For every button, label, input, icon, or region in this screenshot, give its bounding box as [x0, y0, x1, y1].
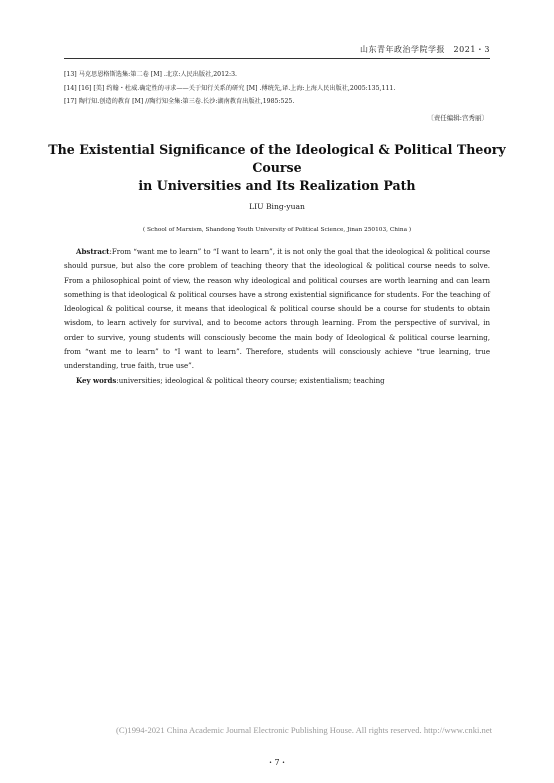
reference-item: [17] 陶行知.创造的教育 [M] //陶行知全集:第三卷.长沙:湖南教育出版社,1985:525. [64, 98, 295, 105]
keywords-paragraph [64, 374, 490, 388]
paper-title [40, 141, 514, 195]
page-number: ・7・ [266, 758, 288, 767]
header-divider [64, 58, 490, 59]
reference-list [64, 68, 494, 109]
title-line-2: in Universities and Its Realization Path [138, 178, 416, 193]
copyright-footer: (C)1994-2021 China Academic Journal Electronic Publishing House. All rights reserved. http://www.cnki.net [115, 725, 493, 735]
abstract-paragraph [64, 245, 490, 374]
reference-item: [14] [16] [美] 约翰・杜威.确定性的寻求——关于知行关系的研究 [M] .傅统先,译.上海:上海人民出版社,2005:135,111. [64, 84, 396, 92]
title-line-1: The Existential Significance of the Ideological & Political Theory Course [48, 142, 506, 175]
journal-header: 山东青年政治学院学报 2021・3 [360, 45, 490, 54]
keywords-text: :universities; ideological & political theory course; existentialism; teaching [116, 375, 385, 385]
editor-note: 〔责任编辑:宫秀丽〕 [427, 114, 488, 122]
author-name: LIU Bing-yuan [249, 202, 305, 211]
abstract-text: :From “want me to learn” to “I want to learn”, it is not only the goal that the ideological & political course should pursue, but also the core problem of teaching theory that the ideological & political course needs to solve. From a philosophical point of view, the reason why ideological and political courses are worth learning and can learn something is that ideological & political courses have a strong existential significance for students. For the teaching of Ideological & political course, it means that ideological & political course should be a course for students to obtain wisdom, to learn actively for survival, and to become actors through learning. From the perspective of survival, in order to survive, young students will consciously become the main body of Ideological & political course learning, from “want me to learn” to “I want to learn”. Therefore, students will consciously achieve “true learning, true understanding, true faith, true use”. [64, 247, 490, 371]
abstract-block [64, 245, 490, 388]
reference-item: [13] 马克思恩格斯选集:第二卷 [M] .北京:人民出版社,2012:3. [64, 71, 237, 78]
author-affiliation: ( School of Marxism, Shandong Youth University of Political Science, Jinan 250103, China ) [142, 227, 412, 233]
abstract-label: Abstract [76, 247, 110, 256]
keywords-label: Key words [76, 375, 117, 385]
